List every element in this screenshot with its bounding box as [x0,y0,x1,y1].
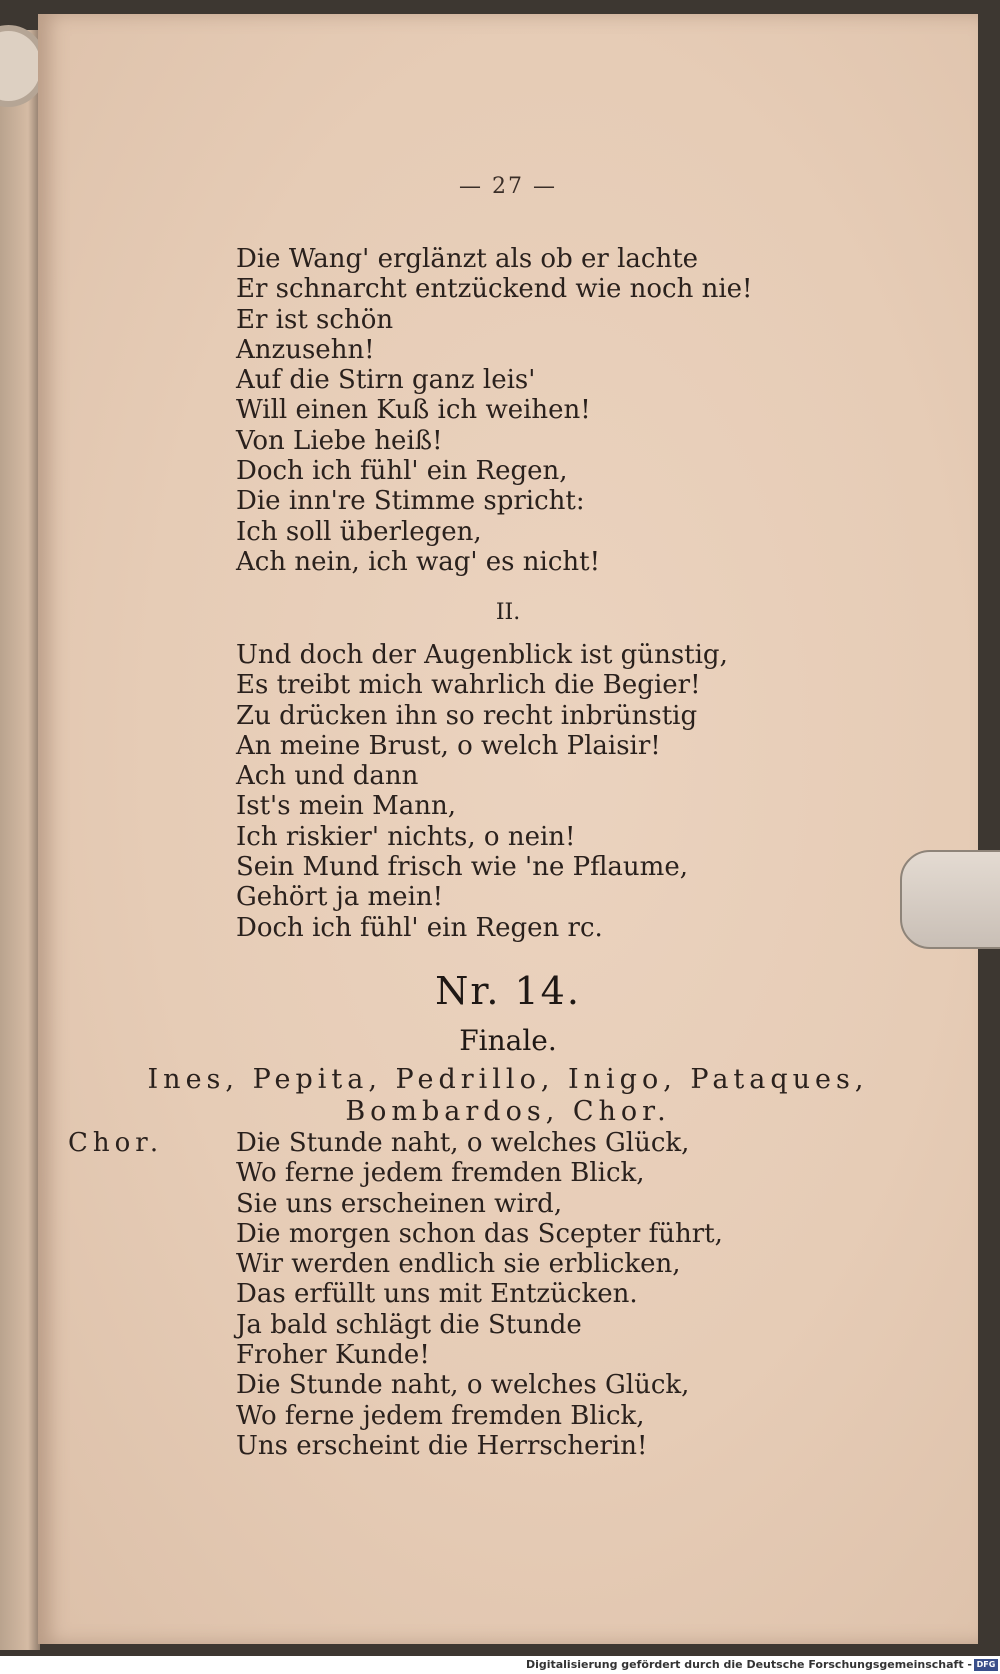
footer-credit: Digitalisierung gefördert durch die Deutsche Forschungsgemeinschaft - [525,1658,972,1671]
verse-line: Ich soll überlegen, [236,516,482,547]
facing-page-edge [0,30,40,1650]
verse-line: Zu drücken ihn so recht inbrünstig [236,700,698,731]
verse-2 [236,640,728,943]
verse-line: Doch ich fühl' ein Regen rc. [236,912,603,943]
verse-line: Will einen Kuß ich weihen! [236,395,591,426]
verse-line: Die Wang' erglänzt als ob er lachte [236,244,699,274]
verse-line: Sie uns erscheinen wird, [236,1188,563,1219]
verse-line: Das erfüllt uns mit Entzücken. [236,1279,638,1310]
verse-line: Es treibt mich wahrlich die Begier! [236,670,701,701]
verse-line: Sein Mund frisch wie 'ne Pflaume, [236,852,688,883]
verse-line: Und doch der Augenblick ist günstig, [236,640,728,670]
verse-line: Wir werden endlich sie erblicken, [236,1249,681,1280]
chorus-text [236,1128,723,1461]
verse-line: Von Liebe heiß! [236,425,443,456]
verse-line: Froher Kunde! [236,1340,430,1371]
verse-line: Er ist schön [236,304,394,335]
verse-line: Doch ich fühl' ein Regen, [236,456,568,487]
verse-line: Ist's mein Mann, [236,791,457,822]
book-page [38,14,978,1644]
verse-line: Auf die Stirn ganz leis' [236,365,536,396]
verse-line: Gehört ja mein! [236,882,444,913]
verse-line: Wo ferne jedem fremden Blick, [236,1400,645,1431]
section-title: Finale. [459,1024,557,1057]
verse-line: Ach und dann [236,761,419,792]
digitization-footer [0,1656,1000,1674]
verse-line: Die Stunde naht, o welches Glück, [236,1370,690,1401]
dfg-logo: DFG [974,1659,998,1671]
verse-line: Die Stunde naht, o welches Glück, [236,1128,690,1158]
verse-line: Ich riskier' nichts, o nein! [236,821,576,852]
number-heading: Nr. 14. [435,969,581,1013]
verse-1 [236,244,752,577]
verse-line: Er schnarcht entzückend wie noch nie! [236,274,753,305]
verse-line: Uns erscheint die Herrscherin! [236,1430,648,1461]
page-number: — 27 — [459,174,557,199]
verse-line: An meine Brust, o welch Plaisir! [236,730,661,761]
verse-line: Ja bald schlägt die Stunde [236,1309,582,1340]
bookmark-tab [900,850,1000,949]
verse-line: Die morgen schon das Scepter führt, [236,1218,723,1249]
verse-line: Die inn're Stimme spricht: [236,486,585,517]
speaker-label: Chor. [68,1128,164,1158]
verse-line: Anzusehn! [236,334,375,365]
cast-line-1: Ines, Pepita, Pedrillo, Inigo, Pataques, [147,1064,869,1095]
cast-line-2: Bombardos, Chor. [345,1096,671,1127]
verse-line: Wo ferne jedem fremden Blick, [236,1158,645,1189]
stanza-label: II. [495,600,521,625]
verse-line: Ach nein, ich wag' es nicht! [236,546,601,577]
